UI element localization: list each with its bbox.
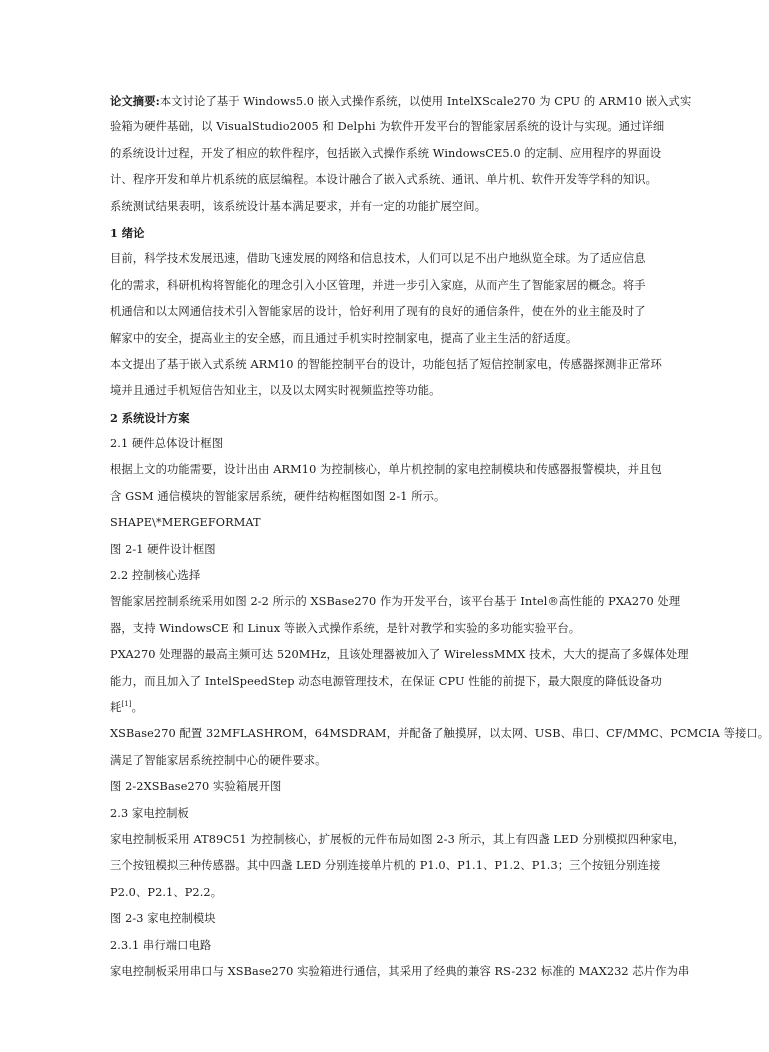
text-line: 含 GSM 通信模块的智能家居系统，硬件结构框图如图 2-1 所示。 [110, 489, 446, 503]
subsection-2-3-heading: 2.3 家电控制板 [110, 806, 189, 820]
text-line: XSBase270 配置 32MFLASHROM，64MSDRAM，并配备了触摸屏，以太网、USB、串口、CF/MMC、PCMCIA 等接口。 [110, 727, 769, 741]
text-line: PXA270 处理器的最高主频可达 520MHz，且该处理器被加入了 WirelessMMX 技术，大大的提高了多媒体处理 [110, 648, 689, 662]
subsection-2-3-1-heading: 2.3.1 串行端口电路 [110, 938, 212, 952]
text-line: 智能家居控制系统采用如图 2-2 所示的 XSBase270 作为开发平台，该平台基于 Intel®高性能的 PXA270 处理 [110, 595, 681, 609]
figure-2-2-caption: 图 2-2XSBase270 实验箱展开图 [110, 780, 282, 794]
subsection-2-1-heading: 2.1 硬件总体设计框图 [110, 437, 224, 451]
section-2-2-paragraph-3 [110, 721, 769, 774]
abstract-line: 本文讨论了基于 Windows5.0 嵌入式操作系统，以使用 IntelXScale270 为 CPU 的 ARM10 嵌入式实 [159, 95, 692, 108]
abstract-label: 论文摘要: [110, 94, 160, 108]
text-line: 解家中的安全，提高业主的安全感，而且通过手机实时控制家电，提高了业主生活的舒适度。 [110, 331, 578, 345]
document-page [110, 88, 769, 985]
text-line: 目前，科学技术发展迅速，借助飞速发展的网络和信息技术，人们可以足不出户地纵览全球。为了适应信息 [110, 252, 646, 266]
subsection-2-2-heading: 2.2 控制核心选择 [110, 569, 201, 583]
section-2-2-paragraph-2 [110, 642, 689, 721]
citation-reference: [1] [121, 700, 132, 709]
section-2-1-paragraph [110, 457, 662, 510]
section-2-3-1-paragraph [110, 959, 690, 985]
text-line: 本文提出了基于嵌入式系统 ARM10 的智能控制平台的设计，功能包括了短信控制家电，传感器探测非正常环 [110, 357, 662, 371]
text-line: 能力，而且加入了 IntelSpeedStep 动态电源管理技术，在保证 CPU 性能的前提下，最大限度的降低设备功 [110, 674, 663, 688]
text-line: 根据上文的功能需要，设计出由 ARM10 为控制核心，单片机控制的家电控制模块和传感器报警模块，并且包 [110, 463, 662, 477]
text-line: 化的需求，科研机构将智能化的理念引入小区管理，并进一步引入家庭，从而产生了智能家居的概念。将手 [110, 278, 646, 292]
figure-2-1-caption: 图 2-1 硬件设计框图 [110, 542, 216, 556]
text-line: 耗 [110, 700, 122, 714]
abstract-paragraph [110, 88, 692, 220]
section-1-heading: 1 绪论 [110, 225, 145, 240]
section-2-2-paragraph-1 [110, 589, 681, 642]
abstract-line: 系统测试结果表明，该系统设计基本满足要求，并有一定的功能扩展空间。 [110, 199, 487, 213]
text-line: 家电控制板采用 AT89C51 为控制核心，扩展板的元件布局如图 2-3 所示，其上有四盏 LED 分别模拟四种家电， [110, 832, 685, 846]
text-line: 境并且通过手机短信告知业主，以及以太网实时视频监控等功能。 [110, 384, 441, 398]
section-2-heading: 2 系统设计方案 [110, 410, 190, 425]
abstract-line: 的系统设计过程，开发了相应的软件程序，包括嵌入式操作系统 WindowsCE5.0 的定制、应用程序的界面设 [110, 146, 662, 160]
text-line: 器，支持 WindowsCE 和 Linux 等嵌入式操作系统，是针对教学和实验的多功能实验平台。 [110, 621, 581, 635]
text-line: 三个按钮模拟三种传感器。其中四盏 LED 分别连接单片机的 P1.0、P1.1、P1.2、P1.3；三个按钮分别连接 [110, 859, 661, 873]
text-line: 家电控制板采用串口与 XSBase270 实验箱进行通信，其采用了经典的兼容 RS-232 标准的 MAX232 芯片作为串 [110, 964, 690, 978]
abstract-line: 计、程序开发和单片机系统的底层编程。本设计融合了嵌入式系统、通讯、单片机、软件开发等学科的知识。 [110, 173, 658, 187]
section-2-3-paragraph [110, 827, 685, 906]
section-1-paragraph-1 [110, 246, 646, 352]
text-line: 满足了智能家居系统控制中心的硬件要求。 [110, 753, 327, 767]
figure-2-3-caption: 图 2-3 家电控制模块 [110, 912, 216, 926]
text-line: P2.0、P2.1、P2.2。 [110, 885, 223, 899]
text-line: 机通信和以太网通信技术引入智能家居的设计，恰好利用了现有的良好的通信条件，使在外的业主能及时了 [110, 305, 646, 319]
section-1-paragraph-2 [110, 352, 662, 405]
shape-placeholder-text: SHAPE\*MERGEFORMAT [110, 516, 261, 530]
text-line: 。 [131, 700, 144, 714]
abstract-line: 验箱为硬件基础，以 VisualStudio2005 和 Delphi 为软件开发平台的智能家居系统的设计与实现。通过详细 [110, 120, 665, 134]
